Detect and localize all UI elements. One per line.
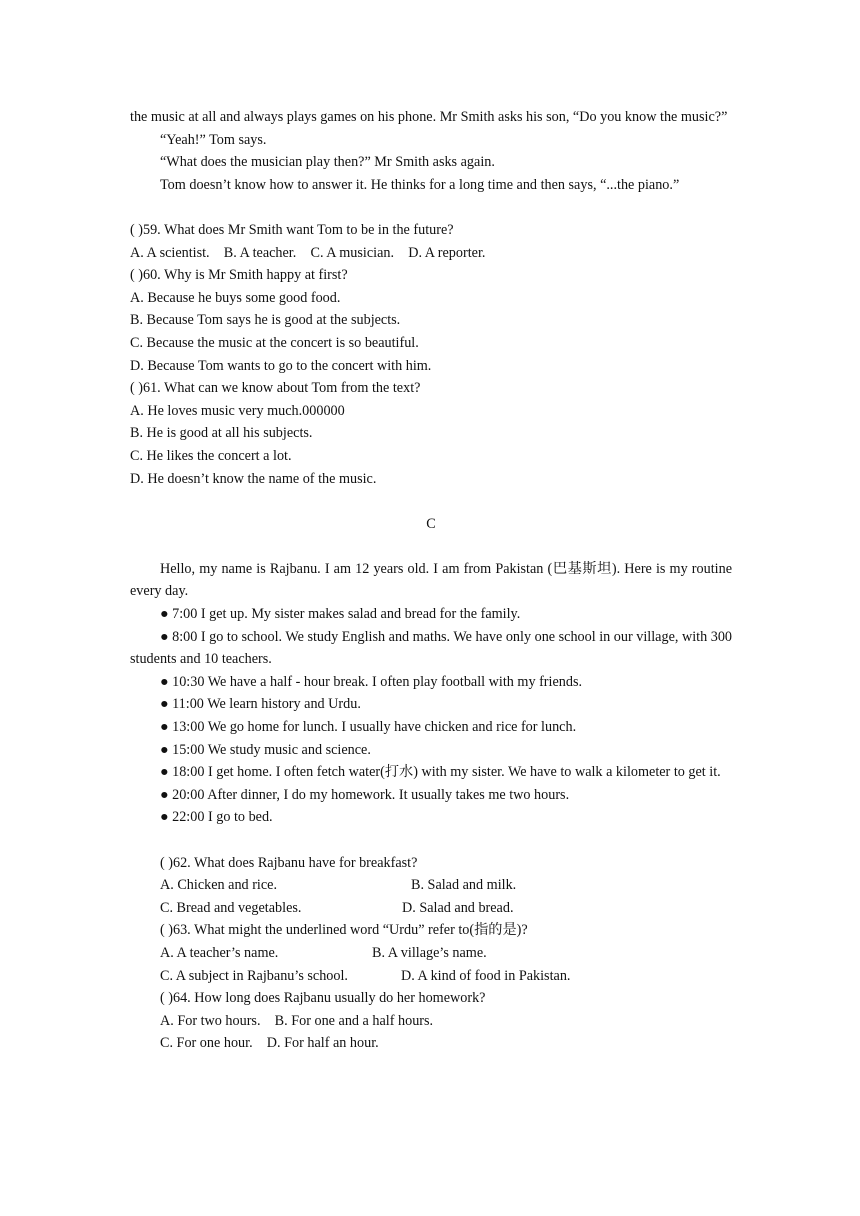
question-64-options-row-2: C. For one hour. D. For half an hour. <box>160 1035 379 1052</box>
passage-b-dialogue-2: “What does the musician play then?” Mr Smith asks again. <box>160 154 495 171</box>
spacer <box>130 196 732 219</box>
spacer <box>130 829 732 852</box>
routine-item: ● 20:00 After dinner, I do my homework. It usually takes me two hours. <box>160 786 570 803</box>
routine-item: ● 13:00 We go home for lunch. I usually have chicken and rice for lunch. <box>160 719 577 736</box>
question-62-option-b: B. Salad and milk. <box>411 877 517 894</box>
question-62-option-d: D. Salad and bread. <box>402 899 514 916</box>
question-60-option-d: D. Because Tom wants to go to the concert with him. <box>130 357 432 374</box>
passage-b-dialogue-1: “Yeah!” Tom says. <box>160 131 267 148</box>
question-63-option-a: A. A teacher’s name. <box>160 944 279 961</box>
spacer <box>130 490 732 513</box>
question-63-stem: ( )63. What might the underlined word “Urdu” refer to(指的是)? <box>160 922 528 939</box>
question-60-option-a: A. Because he buys some good food. <box>130 289 341 306</box>
passage-b-dialogue-3: Tom doesn’t know how to answer it. He thinks for a long time and then says, “...the piano.” <box>160 176 680 193</box>
routine-item: ● 22:00 I go to bed. <box>160 809 273 826</box>
question-61-option-a: A. He loves music very much.000000 <box>130 402 345 419</box>
spacer <box>130 535 732 558</box>
routine-item: ● 8:00 I go to school. We study English and maths. We have only one school in our village, with 300 students and 10 teachers. <box>130 628 733 668</box>
question-60-stem: ( )60. Why is Mr Smith happy at first? <box>130 267 348 284</box>
question-59-options: A. A scientist. B. A teacher. C. A musician. D. A reporter. <box>130 244 486 261</box>
question-62-stem: ( )62. What does Rajbanu have for breakfast? <box>160 854 418 871</box>
question-62-options-row-1 <box>130 874 732 897</box>
routine-item: ● 11:00 We learn history and Urdu. <box>160 696 361 713</box>
question-63-options-row-2 <box>130 965 732 988</box>
routine-item: ● 18:00 I get home. I often fetch water(打水) with my sister. We have to walk a kilometer to get it. <box>160 764 721 781</box>
question-62-option-c: C. Bread and vegetables. <box>160 899 302 916</box>
question-64-options-row-1: A. For two hours. B. For one and a half hours. <box>160 1012 434 1029</box>
question-62-options-row-2 <box>130 897 732 920</box>
question-61-option-d: D. He doesn’t know the name of the music. <box>130 470 377 487</box>
question-61-option-c: C. He likes the concert a lot. <box>130 447 292 464</box>
question-61-stem: ( )61. What can we know about Tom from the text? <box>130 380 421 397</box>
passage-b-paragraph: the music at all and always plays games on his phone. Mr Smith asks his son, “Do you know the music?” <box>130 109 728 125</box>
question-64-stem: ( )64. How long does Rajbanu usually do her homework? <box>160 990 486 1007</box>
question-63-options-row-1 <box>130 942 732 965</box>
question-60-option-c: C. Because the music at the concert is so beautiful. <box>130 334 419 351</box>
question-63-option-b: B. A village’s name. <box>372 944 487 961</box>
question-63-option-d: D. A kind of food in Pakistan. <box>401 967 571 984</box>
routine-item: ● 10:30 We have a half - hour break. I often play football with my friends. <box>160 673 583 690</box>
routine-item: ● 7:00 I get up. My sister makes salad and bread for the family. <box>160 606 521 623</box>
routine-item: ● 15:00 We study music and science. <box>160 741 371 758</box>
worksheet-page <box>130 106 732 1055</box>
section-c-intro: Hello, my name is Rajbanu. I am 12 years old. I am from Pakistan (巴基斯坦). Here is my routine every day. <box>130 560 732 600</box>
section-c-heading: C <box>426 515 436 532</box>
question-61-option-b: B. He is good at all his subjects. <box>130 425 313 442</box>
question-60-option-b: B. Because Tom says he is good at the subjects. <box>130 312 401 329</box>
question-59-stem: ( )59. What does Mr Smith want Tom to be in the future? <box>130 221 454 238</box>
question-62-option-a: A. Chicken and rice. <box>160 877 278 894</box>
question-63-option-c: C. A subject in Rajbanu’s school. <box>160 967 348 984</box>
